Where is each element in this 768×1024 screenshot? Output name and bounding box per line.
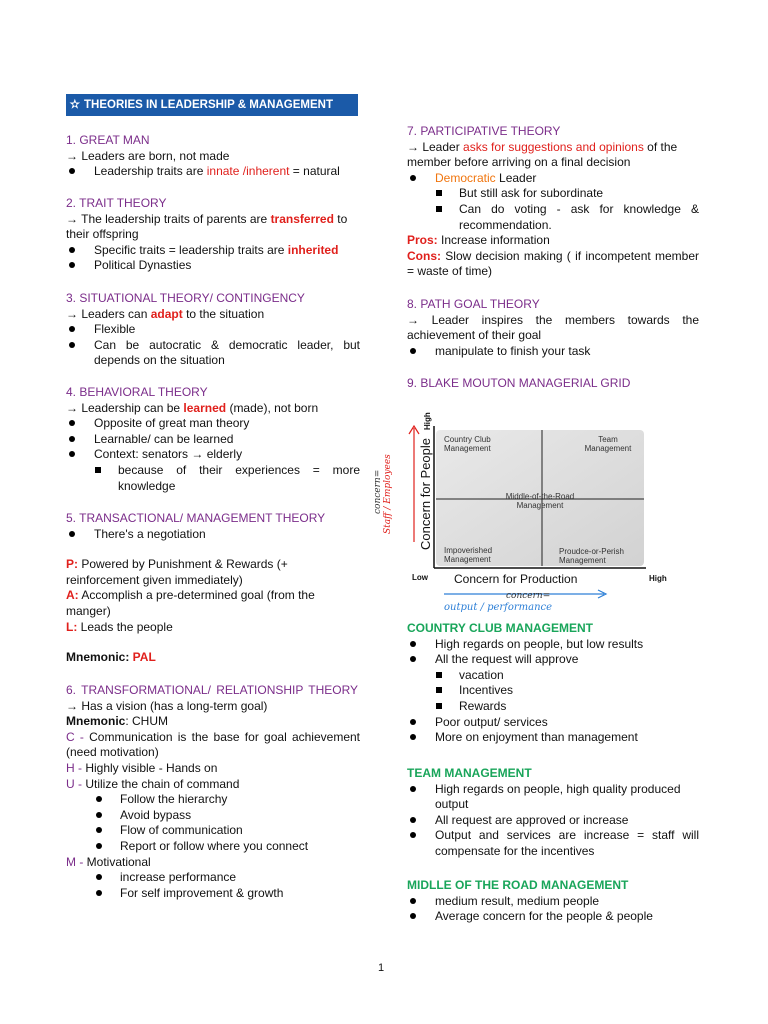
x-low-label: Low xyxy=(412,573,428,582)
handwritten-note-staff: Staff / Employees xyxy=(383,454,393,534)
quadrant-produce-perish-2: Management xyxy=(559,556,606,565)
list-item: increase performance xyxy=(66,870,360,886)
list-item: Flexible xyxy=(66,322,360,338)
handwritten-note-output: output / performance xyxy=(444,602,553,613)
list-item: Leadership traits are innate /inherent = natural xyxy=(66,164,360,180)
section-situational xyxy=(66,291,360,369)
section-transformational xyxy=(66,683,360,901)
text-line: C - Communication is the base for goal achievement (need motivation) xyxy=(66,729,360,760)
list-item: All the request will approve xyxy=(407,652,699,668)
quadrant-impoverished-1: Impoverished xyxy=(444,546,493,555)
handwritten-note-concern-x: concern= xyxy=(506,591,551,601)
list-item: Opposite of great man theory xyxy=(66,416,360,432)
text-line: M - Motivational xyxy=(66,854,151,869)
section-great-man xyxy=(66,133,360,180)
section-heading: 2. TRAIT THEORY xyxy=(66,196,167,210)
list-item: manipulate to finish your task xyxy=(407,344,699,360)
text-line: → Leader asks for suggestions and opinions of the member before arriving on a final decision xyxy=(407,139,678,170)
list-item: Output and services are increase = staff will compensate for the incentives xyxy=(407,828,699,859)
list-item: Report or follow where you connect xyxy=(66,839,360,855)
y-axis-label: Concern for People xyxy=(418,437,433,550)
text-line: L: Leads the people xyxy=(66,619,173,634)
list-item: Learnable/ can be learned xyxy=(66,432,360,448)
section-heading: TEAM MANAGEMENT xyxy=(407,766,532,780)
page-number: 1 xyxy=(378,962,385,974)
star-icon: ✫ xyxy=(70,99,80,111)
section-transactional xyxy=(66,511,360,666)
quadrant-team-2: Management xyxy=(584,444,632,453)
section-heading: 4. BEHAVIORAL THEORY xyxy=(66,385,208,399)
list-item: High regards on people, but low results xyxy=(407,637,699,653)
section-team xyxy=(407,766,699,860)
text-line: → Leaders are born, not made xyxy=(66,148,230,163)
text-line: → Has a vision (has a long-term goal) xyxy=(66,698,268,713)
list-item: Specific traits = leadership traits are inherited xyxy=(66,243,360,259)
list-item: Political Dynasties xyxy=(66,258,360,274)
banner-title: THEORIES IN LEADERSHIP & MANAGEMENT xyxy=(84,99,333,111)
section-heading: 9. BLAKE MOUTON MANAGERIAL GRID xyxy=(407,376,631,390)
list-item: Poor output/ services xyxy=(407,715,699,731)
text-line: U - Utilize the chain of command xyxy=(66,776,240,791)
text-line: → The leadership traits of parents are transferred to their offspring xyxy=(66,211,348,242)
text-line: → Leader inspires the members towards the achievement of their goal xyxy=(407,312,699,343)
handwritten-note-concern-y: concern= xyxy=(373,469,383,514)
section-heading: 5. TRANSACTIONAL/ MANAGEMENT THEORY xyxy=(66,511,326,525)
section-middle-road xyxy=(407,878,699,925)
list-item: Follow the hierarchy xyxy=(66,792,360,808)
section-path-goal xyxy=(407,297,699,359)
text-line: P: Powered by Punishment & Rewards (+ reinforcement given immediately) xyxy=(66,557,288,587)
section-heading: 1. GREAT MAN xyxy=(66,133,150,147)
list-item: There's a negotiation xyxy=(66,527,360,543)
list-item: Context: senators → elderly xyxy=(66,447,360,463)
x-axis-label: Concern for Production xyxy=(454,572,578,586)
text-line: → Leaders can adapt to the situation xyxy=(66,306,265,321)
list-item: For self improvement & growth xyxy=(66,886,360,902)
section-participative xyxy=(407,124,699,280)
section-country-club xyxy=(407,621,699,746)
sub-list-item: Incentives xyxy=(407,683,699,699)
list-item: Avoid bypass xyxy=(66,808,360,824)
list-item: All request are approved or increase xyxy=(407,813,699,829)
quadrant-country-club-1: Country Club xyxy=(444,435,491,444)
section-heading: 3. SITUATIONAL THEORY/ CONTINGENCY xyxy=(66,291,305,305)
quadrant-team-1: Team xyxy=(598,435,618,444)
managerial-grid-diagram xyxy=(368,404,688,620)
mnemonic: Mnemonic: PAL xyxy=(66,650,156,665)
text-line: Cons: Slow decision making ( if incompetent member = waste of time) xyxy=(407,248,699,279)
text-line: Pros: Increase information xyxy=(407,233,550,248)
quadrant-produce-perish-1: Proudce-or-Perish xyxy=(559,547,624,556)
quadrant-middle-1: Middle-of-the-Road xyxy=(505,492,575,501)
list-item: Flow of communication xyxy=(66,823,360,839)
sub-list-item: Can do voting - ask for knowledge & recommendation. xyxy=(407,202,699,233)
section-heading: 7. PARTICIPATIVE THEORY xyxy=(407,124,561,138)
text-line: A: Accomplish a pre-determined goal (from the manger) xyxy=(66,588,315,618)
section-heading: 6. TRANSFORMATIONAL/ RELATIONSHIP THEORY xyxy=(66,683,359,697)
sub-list-item: Rewards xyxy=(407,699,699,715)
section-heading: COUNTRY CLUB MANAGEMENT xyxy=(407,621,593,635)
section-heading: 8. PATH GOAL THEORY xyxy=(407,297,540,311)
quadrant-country-club-2: Management xyxy=(444,444,491,453)
title-banner xyxy=(66,94,358,116)
sub-list-item: because of their experiences = more knowledge xyxy=(66,463,360,494)
quadrant-middle-2: Management xyxy=(516,501,564,510)
y-high-label: High xyxy=(423,412,432,430)
section-behavioral xyxy=(66,385,360,494)
sub-list-item: But still ask for subordinate xyxy=(407,186,699,202)
list-item: Democratic Leader xyxy=(407,171,699,187)
text-line: → Leadership can be learned (made), not born xyxy=(66,400,319,415)
mnemonic: Mnemonic: CHUM xyxy=(66,714,169,729)
sub-list-item: vacation xyxy=(407,668,699,684)
list-item: medium result, medium people xyxy=(407,894,699,910)
text-line: H - Highly visible - Hands on xyxy=(66,760,218,775)
list-item: High regards on people, high quality produced output xyxy=(407,782,699,813)
x-high-label: High xyxy=(649,574,667,583)
section-trait xyxy=(66,196,360,274)
section-blake xyxy=(407,376,699,392)
section-heading: MIDLLE OF THE ROAD MANAGEMENT xyxy=(407,878,629,892)
list-item: Average concern for the people & people xyxy=(407,909,699,925)
list-item: More on enjoyment than management xyxy=(407,730,699,746)
list-item: Can be autocratic & democratic leader, but depends on the situation xyxy=(66,338,360,369)
quadrant-impoverished-2: Management xyxy=(444,555,491,564)
